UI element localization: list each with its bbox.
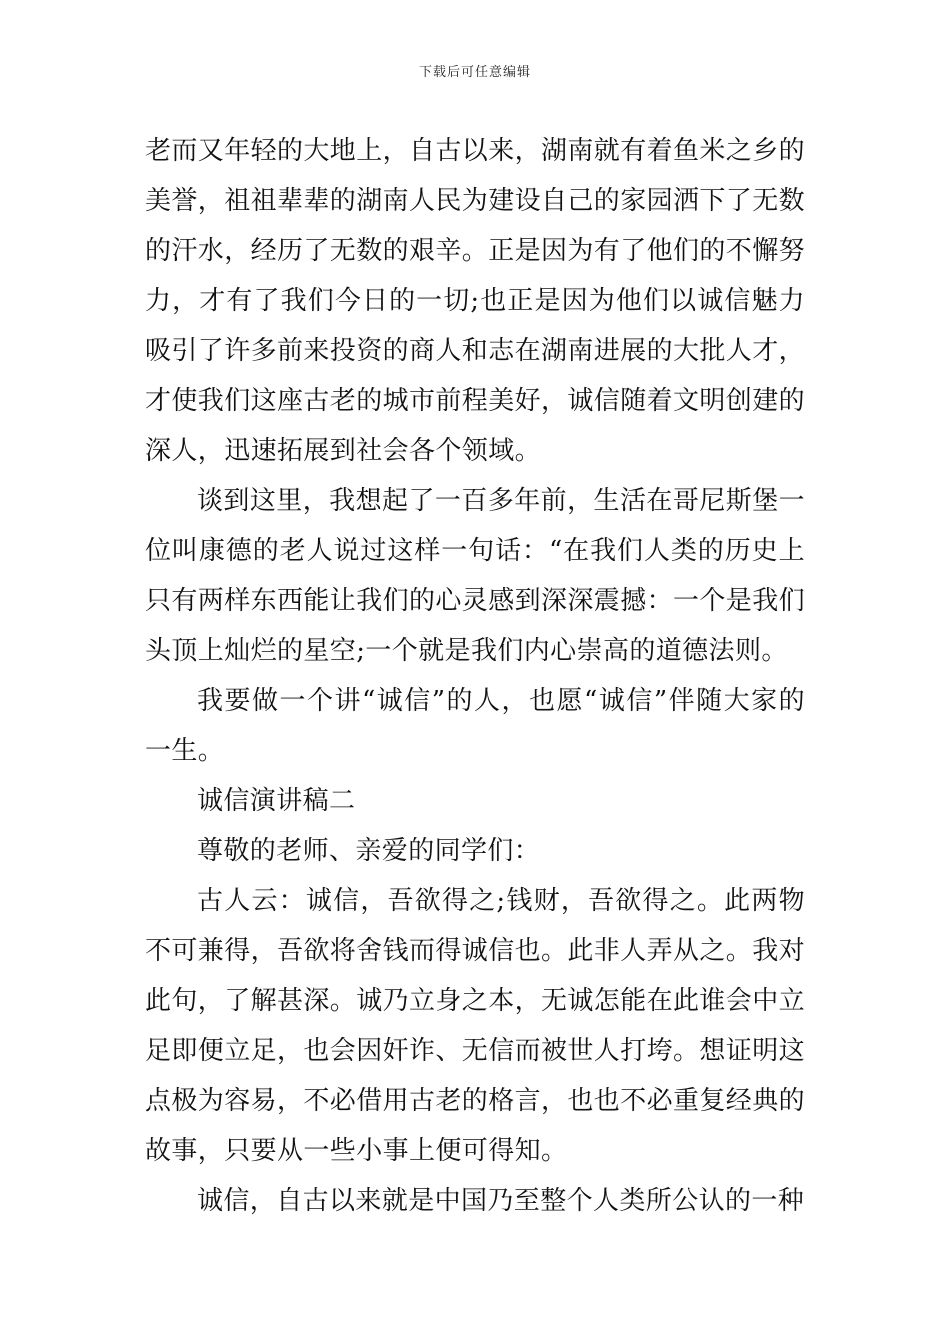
paragraph-honesty-wish: 我要做一个讲“诚信”的人，也愿“诚信”伴随大家的一生。 bbox=[145, 686, 805, 766]
section-title: 诚信演讲稿二 bbox=[197, 786, 356, 816]
page-header: 下载后可任意编辑 bbox=[418, 65, 531, 80]
salutation: 尊敬的老师、亲爱的同学们： bbox=[197, 836, 541, 866]
paragraph-honesty-intro: 诚信，自古以来就是中国乃至整个人类所公认的一种 bbox=[197, 1186, 805, 1216]
document-body bbox=[145, 126, 805, 1226]
paragraph-continuation: 老而又年轻的大地上，自古以来，湖南就有着鱼米之乡的美誉，祖祖辈辈的湖南人民为建设自己的家园洒下了无数的汗水，经历了无数的艰辛。正是因为有了他们的不懈努力，才有了我们今日的一切;也正是因为他们以诚信魅力吸引了许多前来投资的商人和志在湖南进展的大批人才，才使我们这座古老的城市前程美好，诚信随着文明创建的深人，迅速拓展到社会各个领域。 bbox=[145, 136, 806, 466]
paragraph-ancient-saying: 古人云：诚信，吾欲得之;钱财，吾欲得之。此两物不可兼得，吾欲将舍钱而得诚信也。此非人弄从之。我对此句，了解甚深。诚乃立身之本，无诚怎能在此谁会中立足即便立足，也会因奸诈、无信而被世人打垮。想证明这点极为容易，不必借用古老的格言，也也不必重复经典的故事，只要从一些小事上便可得知。 bbox=[145, 886, 806, 1166]
paragraph-kant-quote: 谈到这里，我想起了一百多年前，生活在哥尼斯堡一位叫康德的老人说过这样一句话：“在我们人类的历史上只有两样东西能让我们的心灵感到深深震撼：一个是我们头顶上灿烂的星空;一个就是我们内心崇高的道德法则。 bbox=[145, 486, 806, 666]
